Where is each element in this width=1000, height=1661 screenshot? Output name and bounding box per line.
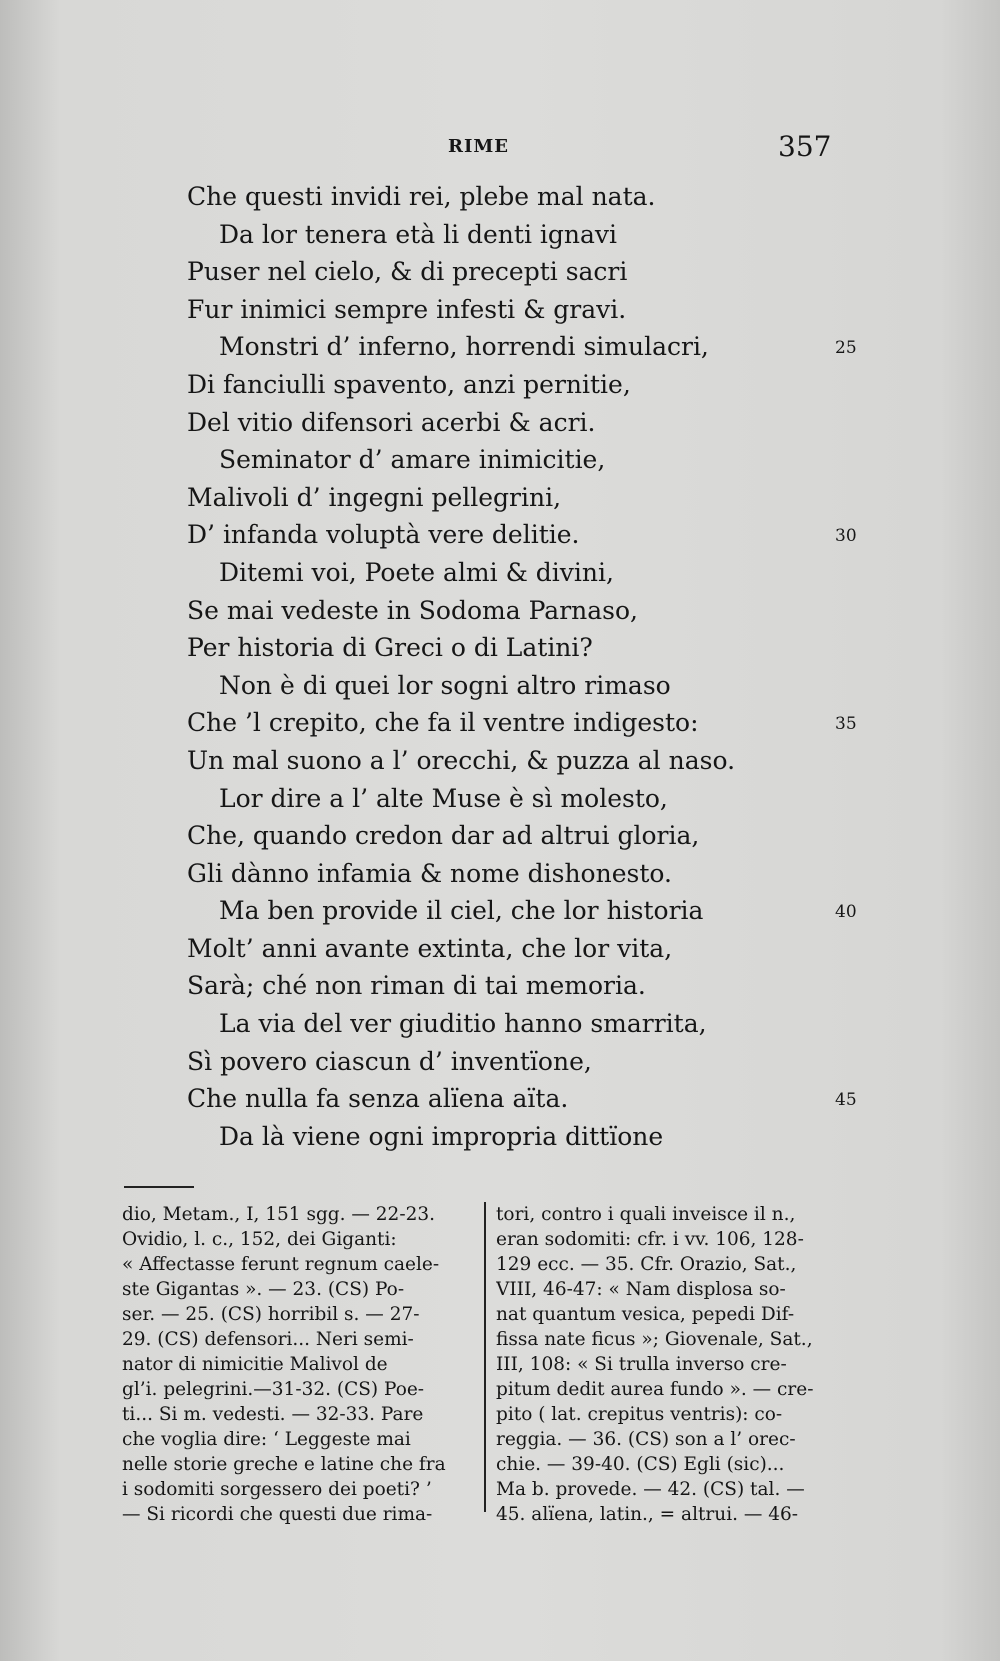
- footnote-line: Ovidio, l. c., 152, dei Giganti:: [122, 1229, 397, 1250]
- poem-line: [187, 629, 827, 667]
- poem-line-text: Fur inimici sempre infesti & gravi.: [187, 294, 627, 324]
- poem-line: [187, 704, 857, 742]
- poem-line: [187, 328, 857, 366]
- footnote-line: reggia. — 36. (CS) son a l’ orec-: [496, 1429, 796, 1450]
- poem-line: [187, 742, 827, 780]
- poem-line: [187, 1118, 827, 1156]
- poem-line-text: Ma ben provide il ciel, che lor historia: [219, 896, 704, 926]
- footnote-line: nator di nimicitie Malivol de: [122, 1354, 388, 1375]
- line-number: 30: [835, 526, 857, 547]
- poem-line-text: Ditemi voi, Poete almi & divini,: [219, 557, 614, 587]
- page-number: 357: [778, 130, 832, 163]
- poem-line: [187, 441, 827, 479]
- poem-line: [187, 780, 827, 818]
- footnote-line: i sodomiti sorgessero dei poeti? ’: [122, 1479, 432, 1500]
- poem-line-text: Puser nel cielo, & di precepti sacri: [187, 257, 628, 287]
- footnote-line: dio, Metam., I, 151 sgg. — 22-23.: [122, 1204, 435, 1225]
- poem-line-text: Per historia di Greci o di Latini?: [187, 633, 593, 663]
- line-number: 35: [835, 714, 857, 735]
- poem-line: [187, 967, 827, 1005]
- poem-line-text: La via del ver giuditio hanno smarrita,: [219, 1009, 707, 1039]
- poem-line: [187, 479, 827, 517]
- line-number: 45: [835, 1090, 857, 1111]
- poem-line-text: Sì povero ciascun d’ inventïone,: [187, 1046, 592, 1076]
- footnote-line: VIII, 46-47: « Nam displosa so-: [496, 1279, 786, 1300]
- poem-line-text: Molt’ anni avante extinta, che lor vita,: [187, 933, 673, 963]
- footnote-line: fissa nate ficus »; Giovenale, Sat.,: [496, 1329, 813, 1350]
- poem-line-text: Che nulla fa senza alïena aïta.: [187, 1084, 569, 1114]
- footnote-rule: [124, 1186, 194, 1188]
- poem-line-text: Non è di quei lor sogni altro rimaso: [219, 670, 671, 700]
- poem-line: [187, 404, 827, 442]
- poem-line-text: Di fanciulli spavento, anzi pernitie,: [187, 369, 631, 399]
- footnote-line: Ma b. provede. — 42. (CS) tal. —: [496, 1479, 805, 1500]
- poem-line-text: Lor dire a l’ alte Muse è sì molesto,: [219, 783, 668, 813]
- poem-line-text: Gli dànno infamia & nome dishonesto.: [187, 858, 672, 888]
- footnote-line: nat quantum vesica, pepedi Dif-: [496, 1304, 795, 1325]
- poem-line-text: Che questi invidi rei, plebe mal nata.: [187, 182, 656, 211]
- poem-line-text: Un mal suono a l’ orecchi, & puzza al naso.: [187, 745, 736, 775]
- poem-line-text: Da lor tenera età li denti ignavi: [219, 219, 618, 249]
- footnote-line: ti... Si m. vedesti. — 32-33. Pare: [122, 1404, 424, 1425]
- footnote-line: ser. — 25. (CS) horribil s. — 27-: [122, 1304, 420, 1325]
- poem-line: [187, 817, 827, 855]
- footnote-line: nelle storie greche e latine che fra: [122, 1454, 446, 1475]
- poem-line: [187, 855, 827, 893]
- poem-line-text: D’ infanda voluptà vere delitie.: [187, 520, 580, 550]
- footnote-line: ste Gigantas ». — 23. (CS) Po-: [122, 1279, 405, 1300]
- footnote-line: 45. alïena, latin., = altrui. — 46-: [496, 1504, 799, 1525]
- poem-line: [187, 216, 827, 254]
- poem-line-text: Che, quando credon dar ad altrui gloria,: [187, 821, 700, 851]
- line-number: 25: [835, 338, 857, 359]
- poem-line: [187, 930, 827, 968]
- footnote-line: tori, contro i quali inveisce il n.,: [496, 1204, 796, 1225]
- poem-line-text: Malivoli d’ ingegni pellegrini,: [187, 482, 562, 512]
- line-number: 40: [835, 902, 857, 923]
- poem-line: [187, 1080, 857, 1118]
- footnote-line: 129 ecc. — 35. Cfr. Orazio, Sat.,: [496, 1254, 797, 1275]
- poem-line: [187, 667, 827, 705]
- poem-line-text: Se mai vedeste in Sodoma Parnaso,: [187, 595, 638, 625]
- poem-line: [187, 178, 827, 216]
- footnotes-left-column: [122, 1202, 472, 1527]
- footnote-line: chie. — 39-40. (CS) Egli (sic)...: [496, 1454, 785, 1475]
- footnote-line: eran sodomiti: cfr. i vv. 106, 128-: [496, 1229, 804, 1250]
- footnote-line: — Si ricordi che questi due rima-: [122, 1504, 433, 1525]
- poem-line: [187, 1043, 827, 1081]
- poem-line-text: Da là viene ogni impropria dittïone: [219, 1121, 664, 1151]
- footnote-line: gl’i. pelegrini.—31-32. (CS) Poe-: [122, 1379, 425, 1400]
- poem-line-text: Sarà; ché non riman di tai memoria.: [187, 971, 646, 1001]
- poem-line: [187, 554, 827, 592]
- poem-line-text: Che ’l crepito, che fa il ventre indigesto:: [187, 708, 699, 738]
- poem-line-text: Del vitio difensori acerbi & acri.: [187, 407, 596, 437]
- poem-line: [187, 291, 827, 329]
- poem-line-text: Monstri d’ inferno, horrendi simulacri,: [219, 332, 709, 362]
- poem-body: [187, 178, 857, 1155]
- poem-line-text: Seminator d’ amare inimicitie,: [219, 445, 606, 475]
- footnote-line: pitum dedit aurea fundo ». — cre-: [496, 1379, 814, 1400]
- footnotes-right-column: [496, 1202, 868, 1527]
- footnote-column-divider: [484, 1202, 486, 1512]
- footnote-line: che voglia dire: ‘ Leggeste mai: [122, 1429, 411, 1450]
- poem-line: [187, 1005, 827, 1043]
- footnote-line: pito ( lat. crepitus ventris): co-: [496, 1404, 783, 1425]
- footnote-line: « Affectasse ferunt regnum caele-: [122, 1254, 440, 1275]
- poem-line: [187, 592, 827, 630]
- poem-line: [187, 892, 857, 930]
- running-title: RIME: [448, 136, 510, 157]
- poem-line: [187, 516, 857, 554]
- footnote-line: III, 108: « Si trulla inverso cre-: [496, 1354, 787, 1375]
- poem-line: [187, 253, 827, 291]
- poem-line: [187, 366, 827, 404]
- footnote-line: 29. (CS) defensori... Neri semi-: [122, 1329, 414, 1350]
